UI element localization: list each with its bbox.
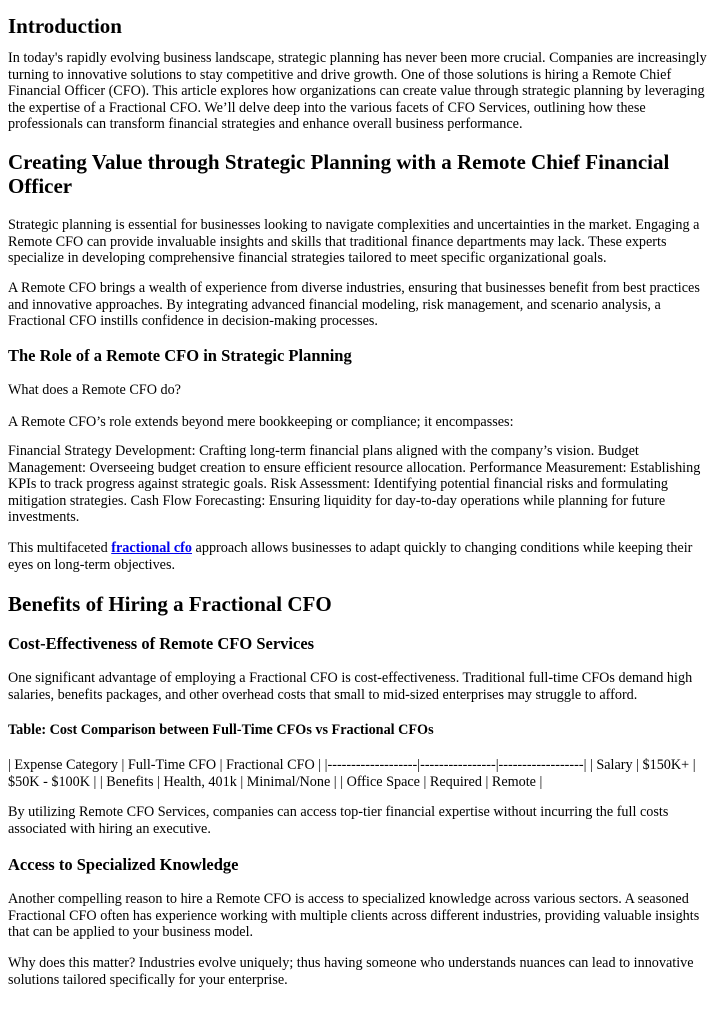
role-closing-after: approach allows businesses to adapt quickly to changing conditions while keeping their eyes on long-term objectives. xyxy=(8,540,693,573)
role-lead: A Remote CFO’s role extends beyond mere bookkeeping or compliance; it encompasses: xyxy=(8,414,514,430)
fractional-cfo-link[interactable]: fractional cfo xyxy=(111,540,192,556)
role-list-paragraph: Financial Strategy Development: Crafting long-term financial plans aligned with the company’s vision. Budget Management: Overseeing budget creation to ensure efficient resource allocation. Performance Measurement: Establishing KPIs to track progress against strategic goals. Risk Assessment: Identifying potential financial risks and formulating mitigation strategies. Cash Flow Forecasting: Ensuring liquidity for day-to-day operations while planning for future investments. xyxy=(8,443,701,526)
cost-heading: Cost-Effectiveness of Remote CFO Services xyxy=(8,634,315,653)
knowledge-paragraph-2: Why does this matter? Industries evolve uniquely; thus having someone who understands nuances can lead to innovative solutions tailored specifically for your enterprise. xyxy=(8,955,694,988)
creating-value-paragraph-1: Strategic planning is essential for businesses looking to navigate complexities and uncertainties in the market. Engaging a Remote CFO can provide invaluable insights and skills that traditional finance departments may lack. These experts specialize in developing comprehensive financial strategies tailored to meet specific organizational goals. xyxy=(8,217,700,267)
knowledge-paragraph-1: Another compelling reason to hire a Remote CFO is access to specialized knowledge across various sectors. A seasoned Fractional CFO often has experience working with multiple clients across different industries, providing valuable insights that can be applied to your business model. xyxy=(8,891,700,941)
table-raw-text: | Expense Category | Full-Time CFO | Fractional CFO | |-------------------|----------------|------------------| | Salary | $150K+ | $50K - $100K | | Benefits | Health, 401k | Minimal/None | | Office Space | Required | Remote | xyxy=(8,757,696,790)
benefits-heading: Benefits of Hiring a Fractional CFO xyxy=(8,592,332,616)
table-after-paragraph: By utilizing Remote CFO Services, companies can access top-tier financial expertise without incurring the full costs associated with hiring an executive. xyxy=(8,804,669,837)
knowledge-heading: Access to Specialized Knowledge xyxy=(8,855,239,874)
table-heading: Table: Cost Comparison between Full-Time CFOs vs Fractional CFOs xyxy=(8,722,434,738)
cost-paragraph: One significant advantage of employing a Fractional CFO is cost-effectiveness. Traditional full-time CFOs demand high salaries, benefits packages, and other overhead costs that small to mid-sized enterprises may struggle to afford. xyxy=(8,670,693,703)
intro-paragraph: In today's rapidly evolving business landscape, strategic planning has never been more crucial. Companies are increasingly turning to innovative solutions to stay competitive and drive growth. One of those solutions is hiring a Remote Chief Financial Officer (CFO). This article explores how organizations can create value through strategic planning by leveraging the expertise of a Fractional CFO. We’ll delve deep into the various facets of CFO Services, outlining how these professionals can transform financial strategies and enhance overall business performance. xyxy=(8,50,707,133)
role-closing-before: This multifaceted xyxy=(8,540,112,556)
creating-value-heading: Creating Value through Strategic Planning with a Remote Chief Financial Officer xyxy=(8,150,670,198)
role-question: What does a Remote CFO do? xyxy=(8,382,181,398)
creating-value-paragraph-2: A Remote CFO brings a wealth of experience from diverse industries, ensuring that businesses benefit from best practices and innovative approaches. By integrating advanced financial modeling, risk management, and scenario analysis, a Fractional CFO instills confidence in decision-making processes. xyxy=(8,280,700,330)
intro-heading: Introduction xyxy=(8,14,122,38)
role-closing-paragraph xyxy=(8,540,712,573)
role-heading: The Role of a Remote CFO in Strategic Planning xyxy=(8,346,352,365)
